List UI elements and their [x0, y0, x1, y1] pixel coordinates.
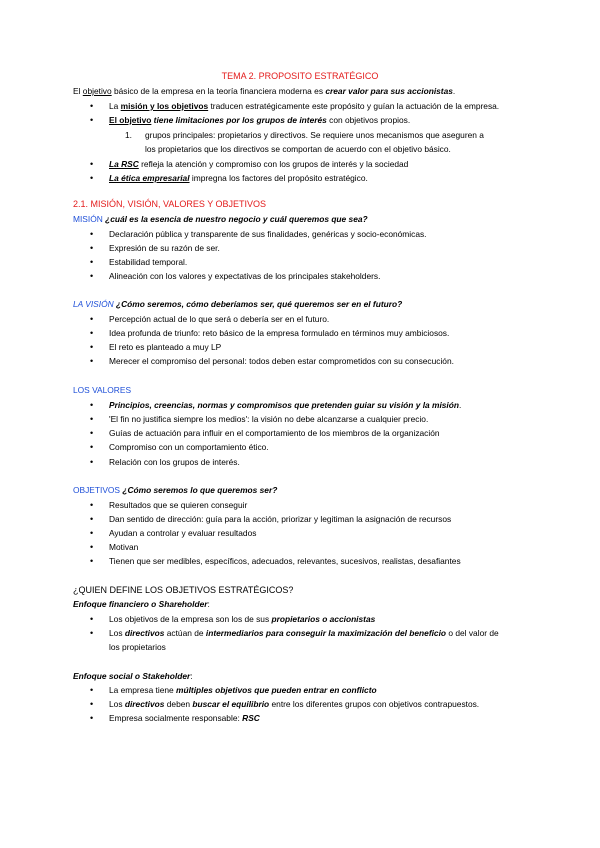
list-item: • Alineación con los valores y expectativas de los principales stakeholders.	[109, 269, 529, 283]
list-item: • El reto es planteado a muy LP	[109, 340, 529, 354]
list-item: • El objetivo tiene limitaciones por los grupos de interés con objetivos propios.	[109, 113, 529, 127]
list-item: • Los directivos actúan de intermediarios para conseguir la maximización del beneficio o del valor de los propietarios	[109, 626, 529, 654]
list-item: • Principios, creencias, normas y compromisos que pretenden guiar su visión y la misión.	[109, 398, 529, 412]
intro-bold: crear valor para sus accionistas	[325, 86, 453, 96]
objetivos-heading: OBJETIVOS ¿Cómo seremos lo que queremos ser?	[73, 485, 278, 495]
list-item: • La RSC refleja la atención y compromiso con los grupos de interés y la sociedad	[109, 157, 529, 171]
quien-heading: ¿QUIEN DEFINE LOS OBJETIVOS ESTRATÉGICOS?	[73, 585, 294, 595]
list-item: • Resultados que se quieren conseguir	[109, 498, 529, 512]
list-item: • Los directivos deben buscar el equilibrio entre los diferentes grupos con objetivos contrapuestos.	[109, 697, 529, 711]
section-heading: 2.1. MISIÓN, VISIÓN, VALORES Y OBJETIVOS	[73, 199, 267, 209]
valores-heading: LOS VALORES	[73, 385, 132, 395]
list-item: • Declaración pública y transparente de sus finalidades, genéricas y socio-económicas.	[109, 227, 529, 241]
list-item: • La ética empresarial impregna los factores del propósito estratégico.	[109, 171, 529, 185]
list-item: • Empresa socialmente responsable: RSC	[109, 711, 529, 725]
list-item: • Guías de actuación para influir en el comportamiento de los miembros de la organización	[109, 426, 529, 440]
list-item: • Percepción actual de lo que será o debería ser en el futuro.	[109, 312, 529, 326]
enfoque-social-heading: Enfoque social o Stakeholder:	[73, 671, 193, 681]
list-item: • Expresión de su razón de ser.	[109, 241, 529, 255]
mision-heading: MISIÓN ¿cuál es la esencia de nuestro negocio y cuál queremos que sea?	[73, 214, 368, 224]
list-item: • La empresa tiene múltiples objetivos que pueden entrar en conflicto	[109, 683, 529, 697]
list-item: • Merecer el compromiso del personal: todos deben estar comprometidos con su consecución.	[109, 354, 529, 368]
list-item: • 'El fin no justifica siempre los medios': la visión no debe alcanzarse a cualquier precio.	[109, 412, 529, 426]
list-item: • Idea profunda de triunfo: reto básico de la empresa formulado en términos muy ambiciosos.	[109, 326, 529, 340]
list-item: • Dan sentido de dirección: guía para la acción, priorizar y legitiman la asignación de recursos	[109, 512, 529, 526]
vision-heading: LA VISIÓN ¿Cómo seremos, cómo deberíamos ser, qué queremos ser en el futuro?	[73, 299, 403, 309]
list-item: • Motivan	[109, 540, 529, 554]
list-item: • Relación con los grupos de interés.	[109, 455, 529, 469]
list-item: • Estabilidad temporal.	[109, 255, 529, 269]
list-item: • La misión y los objetivos traducen estratégicamente este propósito y guían la actuación de la empresa.	[109, 99, 529, 113]
intro-objetivo: objetivo	[82, 86, 112, 96]
ordered-list-item: 1. grupos principales: propietarios y directivos. Se requiere unos mecanismos que aseguren a los propietarios que los directivos se comportan de acuerdo con el objetivo básico.	[125, 130, 484, 154]
list-item: • Los objetivos de la empresa son los de sus propietarios o accionistas	[109, 612, 529, 626]
list-item: • Tienen que ser medibles, específicos, adecuados, relevantes, sucesivos, realistas, desafiantes	[109, 554, 529, 568]
intro-paragraph: El objetivo básico de la empresa en la teoría financiera moderna es crear valor para sus accionistas.	[73, 86, 456, 96]
list-item: • Ayudan a controlar y evaluar resultados	[109, 526, 529, 540]
list-item: • Compromiso con un comportamiento ético.	[109, 440, 529, 454]
page-title: TEMA 2. PROPOSITO ESTRATÉGICO	[221, 71, 379, 81]
enfoque-financiero-heading: Enfoque financiero o Shareholder:	[73, 599, 210, 609]
